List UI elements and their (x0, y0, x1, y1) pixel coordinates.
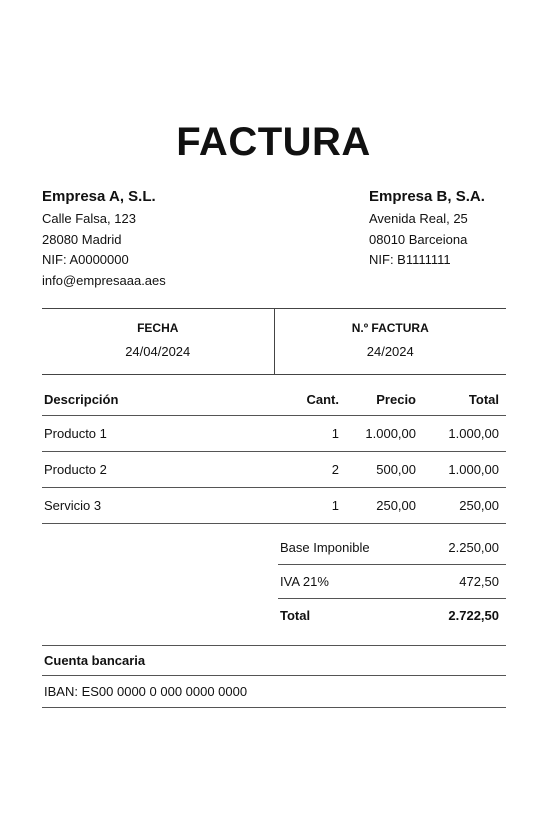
invoice-number-cell (274, 309, 507, 374)
grand-total-row (278, 599, 506, 632)
item-description: Producto 1 (44, 426, 107, 441)
bank-account-section (42, 645, 506, 708)
bank-iban: IBAN: ES00 0000 0 000 0000 0000 (42, 676, 506, 708)
totals-block (278, 531, 506, 632)
item-quantity: 2 (331, 462, 339, 477)
subtotal-row (278, 531, 506, 565)
item-total: 1.000,00 (448, 462, 499, 477)
bank-account-title: Cuenta bancaria (42, 646, 506, 676)
item-description: Producto 2 (44, 462, 107, 477)
client-city: 08010 Barceiona (369, 231, 468, 247)
items-table (42, 383, 506, 524)
item-price: 1.000,00 (365, 426, 416, 441)
issuer-name: Empresa A, S.L. (42, 188, 156, 205)
subtotal-label: Base Imponible (280, 540, 370, 555)
client-nif: NIF: B1111111 (369, 252, 451, 267)
issuer-email: info@empresaaa.aes (42, 272, 166, 288)
table-row (42, 452, 506, 488)
item-price: 250,00 (376, 498, 416, 513)
vat-label: IVA 21% (280, 574, 329, 589)
vat-value: 472,50 (459, 574, 499, 589)
item-quantity: 1 (331, 426, 339, 441)
item-quantity: 1 (331, 498, 339, 513)
date-value: 24/04/2024 (125, 344, 191, 359)
invoice-number-value: 24/2024 (366, 344, 414, 359)
header-quantity: Cant. (306, 391, 339, 407)
items-header-row (42, 383, 506, 416)
item-description: Servicio 3 (44, 498, 102, 513)
grand-total-label: Total (280, 608, 311, 623)
client-name: Empresa B, S.A. (369, 188, 485, 205)
item-total: 1.000,00 (448, 426, 499, 441)
issuer-city: 28080 Madrid (42, 231, 122, 247)
issuer-block (42, 186, 166, 291)
table-row (42, 488, 506, 524)
table-row (42, 416, 506, 452)
invoice-title: FACTURA (176, 120, 371, 164)
issuer-nif: NIF: A0000000 (42, 252, 129, 267)
vat-row (278, 565, 506, 599)
header-price: Precio (376, 391, 416, 407)
date-cell (42, 309, 274, 374)
client-block (369, 186, 485, 271)
subtotal-value: 2.250,00 (448, 540, 499, 555)
grand-total-value: 2.722,50 (448, 608, 499, 623)
issuer-address: Calle Falsa, 123 (42, 211, 136, 226)
client-address: Avenida Real, 25 (369, 211, 468, 226)
header-description: Descripción (44, 391, 119, 407)
invoice-number-label: N.º FACTURA (351, 321, 429, 335)
invoice-meta (42, 308, 506, 375)
item-price: 500,00 (376, 462, 416, 477)
date-label: FECHA (137, 321, 179, 335)
item-total: 250,00 (459, 498, 499, 513)
header-total: Total (468, 391, 499, 407)
